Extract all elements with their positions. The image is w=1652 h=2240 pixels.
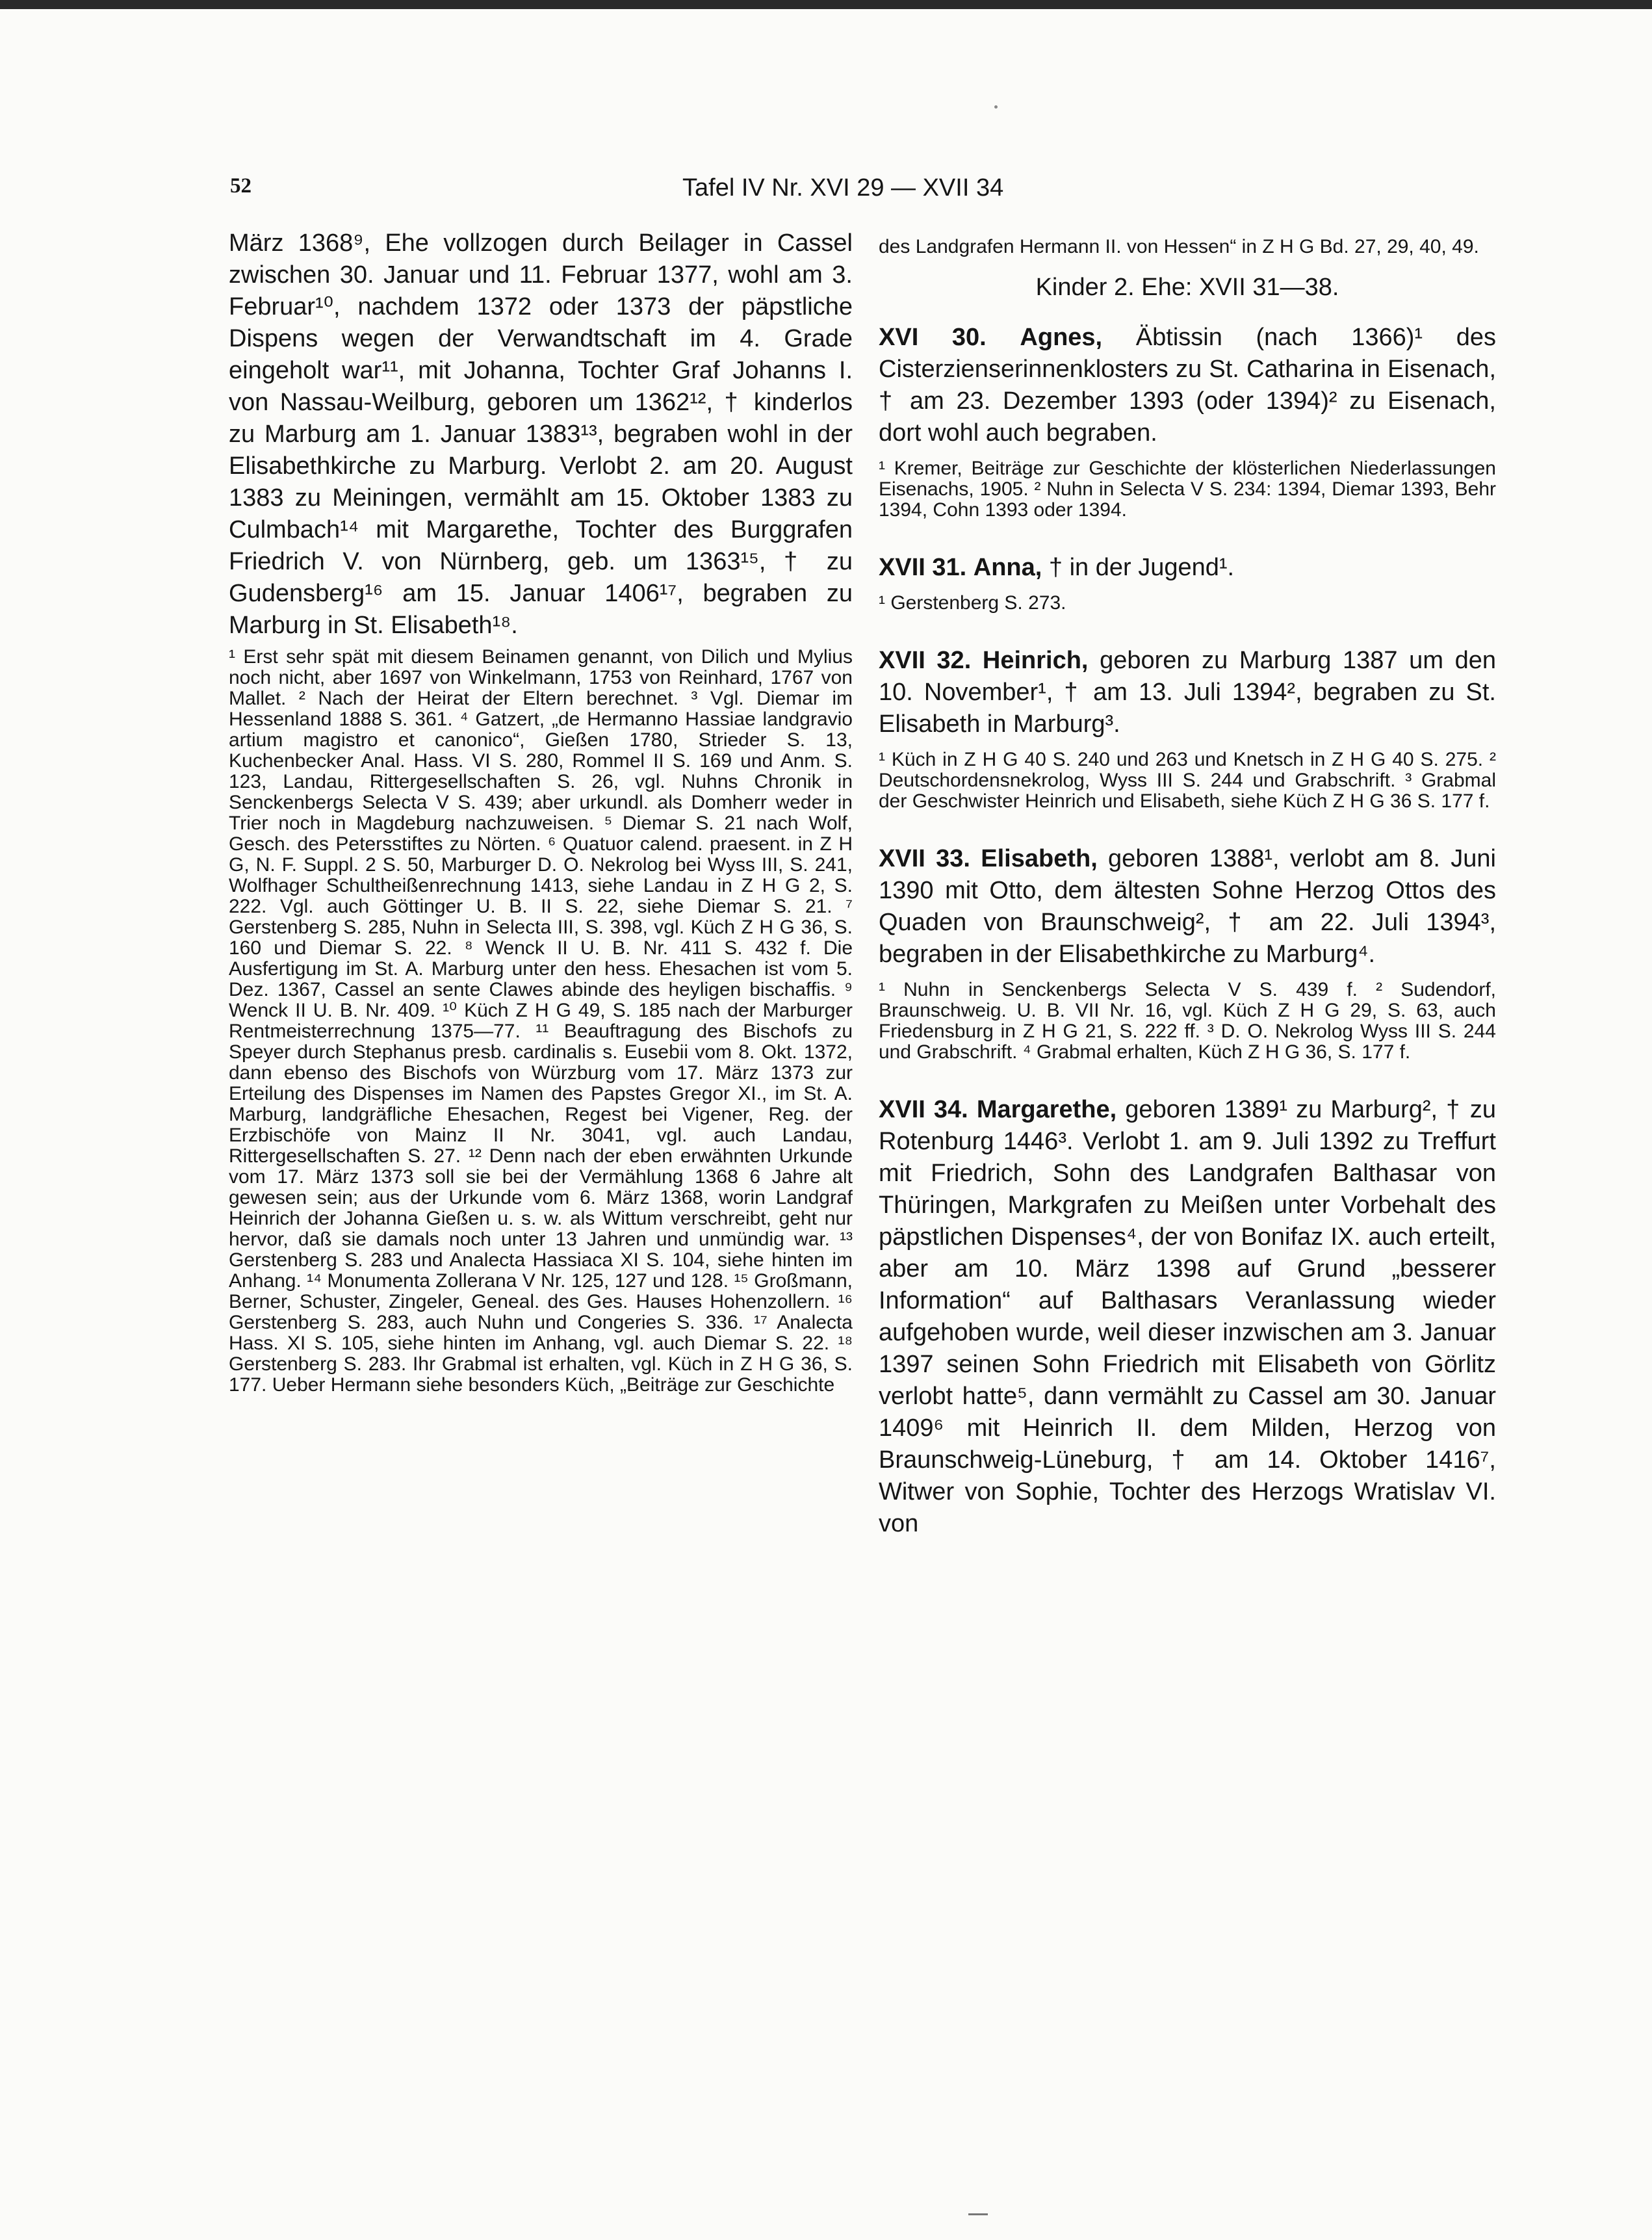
page-number: 52 [230, 174, 252, 198]
entry-text [879, 552, 1496, 584]
entry-name: Margarethe, [976, 1096, 1117, 1123]
entry-name: Anna, [973, 554, 1042, 581]
entry-footnotes: ¹ Küch in Z H G 40 S. 240 und 263 und Knetsch in Z H G 40 S. 275. ² Deutschordensnekrolog, Wyss III S. 244 und Grabschrift. ³ Grabmal der Geschwister Heinrich und Elisabeth, siehe Küch Z H G 36 S. 177 f. [879, 749, 1496, 812]
entry-body: geboren zu Marburg 1387 um den 10. November¹, † am 13. Juli 1394², begraben zu St. Elisabeth in Marburg³. [879, 647, 1496, 738]
entry-text [879, 843, 1496, 970]
scan-top-edge [0, 0, 1652, 9]
entry-margarethe [879, 1094, 1496, 1540]
kinder-heading: Kinder 2. Ehe: XVII 31—38. [1035, 274, 1339, 301]
entry-id: XVI 30. [879, 324, 987, 351]
left-main-text: März 1368⁹, Ehe vollzogen durch Beilager in Cassel zwischen 30. Januar und 11. Februar 1377, wohl am 3. Februar¹⁰, nachdem 1372 oder 1373 der päpstliche Dispens wegen der Verwandtschaft im 4. Grade eingeholt war¹¹, mit Johanna, Tochter Graf Johanns I. von Nassau-Weilburg, geboren um 1362¹², † kinderlos zu Marburg am 1. Januar 1383¹³, begraben wohl in der Elisabethkirche zu Marburg. Verlobt 2. am 20. August 1383 zu Meiningen, vermählt am 15. Oktober 1383 zu Culmbach¹⁴ mit Margarethe, Tochter des Burggrafen Friedrich V. von Nürnberg, geb. um 1363¹⁵, † zu Gudensberg¹⁶ am 15. Januar 1406¹⁷, begraben zu Marburg in St. Elisabeth¹⁸. [229, 229, 853, 639]
entry-id: XVII 32. [879, 647, 972, 674]
running-head: Tafel IV Nr. XVI 29 — XVII 34 [682, 174, 1004, 202]
continued-footnote: des Landgrafen Hermann II. von Hessen“ in Z H G Bd. 27, 29, 40, 49. [879, 236, 1479, 257]
scan-speck [994, 105, 998, 109]
left-footnotes: ¹ Erst sehr spät mit diesem Beinamen genannt, von Dilich und Mylius noch nicht, aber 1697 von Winkelmann, 1753 von Reinhard, 1767 von Mallet. ² Nach der Heirat der Eltern berechnet. ³ Vgl. Diemar im Hessenland 1888 S. 361. ⁴ Gatzert, „de Hermanno Hassiae landgravio artium magistro et canonico“, Gießen 1780, Strieder S. 13, Kuchenbecker Anal. Hass. VI S. 280, Rommel II S. 169 und Anm. S. 123, Landau, Rittergesellschaften S. 26, vgl. Nuhns Chronik in Senckenbergs Selecta V S. 439; aber urkundl. als Domherr weder in Trier noch in Magdeburg nachzuweisen. ⁵ Diemar S. 21 nach Wolf, Gesch. des Petersstiftes zu Nörten. ⁶ Quatuor calend. praesent. in Z H G, N. F. Suppl. 2 S. 50, Marburger D. O. Nekrolog bei Wyss III, S. 241, Wolfhager Schultheißenrechnung 1413, siehe Landau in Z H G 2, S. 222. Vgl. auch Göttinger U. B. II S. 22, siehe Diemar S. 21. ⁷ Gerstenberg S. 285, Nuhn in Selecta III, S. 398, vgl. Küch Z H G 36, S. 160 und Diemar S. 22. ⁸ Wenck II U. B. Nr. 411 S. 432 f. Die Ausfertigung im St. A. Marburg unter den hess. Ehesachen ist vom 5. Dez. 1367, Cassel an sente Clawes abinde des heyligen bischaffis. ⁹ Wenck II U. B. Nr. 409. ¹⁰ Küch Z H G 49, S. 185 nach der Marburger Rentmeisterrechnung 1375—77. ¹¹ Beauftragung des Bischofs zu Speyer durch Stephanus presb. cardinalis s. Eusebii vom 8. Okt. 1372, dann ebenso des Bischofs von Würzburg vom 17. März 1373 zur Erteilung des Dispenses im Namen des Papstes Gregor XI., im St. A. Marburg, landgräfliche Ehesachen, Regest bei Vigener, Reg. der Erzbischöfe von Mainz II Nr. 3041, vgl. auch Landau, Rittergesellschaften S. 27. ¹² Denn nach der eben erwähnten Urkunde vom 17. März 1373 soll sie bei der Vermählung 1368 6 Jahre alt gewesen sein; aus der Urkunde vom 6. März 1368, worin Landgraf Heinrich der Johanna Gießen u. s. w. als Wittum verschreibt, geht nur hervor, daß sie damals noch unter 13 Jahren und unmündig war. ¹³ Gerstenberg S. 283 und Analecta Hassiaca XI S. 104, siehe hinten im Anhang. ¹⁴ Monumenta Zollerana V Nr. 125, 127 und 128. ¹⁵ Großmann, Berner, Schuster, Zingeler, Geneal. des Ges. Hauses Hohenzollern. ¹⁶ Gerstenberg S. 283, auch Nuhn und Congeries S. 336. ¹⁷ Analecta Hass. XI S. 105, siehe hinten im Anhang, vgl. auch Diemar S. 22. ¹⁸ Gerstenberg S. 283. Ihr Grabmal ist erhalten, vgl. Küch in Z H G 36, S. 177. Ueber Hermann siehe besonders Küch, „Beiträge zur Geschichte [229, 646, 853, 1396]
entry-agnes [879, 322, 1496, 521]
entry-footnotes: ¹ Gerstenberg S. 273. [879, 592, 1066, 614]
entry-elisabeth [879, 843, 1496, 1063]
entry-text [879, 1094, 1496, 1540]
entry-anna [879, 552, 1496, 614]
entry-heinrich [879, 645, 1496, 812]
entry-text [879, 645, 1496, 740]
entry-body: geboren 1389¹ zu Marburg², † zu Rotenburg 1446³. Verlobt 1. am 9. Juli 1392 zu Treffurt mit Friedrich, Sohn des Landgrafen Balthasar von Thüringen, Markgrafen zu Meißen unter Vorbehalt des päpstlichen Dispenses⁴, der von Bonifaz IX. auch erteilt, aber am 10. März 1398 auf Grund „besserer Information“ auf Balthasars Veranlassung wieder aufgehoben wurde, weil dieser inzwischen am 3. Januar 1397 seinen Sohn Friedrich mit Elisabeth von Görlitz verlobt hatte⁵, dann vermählt zu Cassel am 30. Januar 1409⁶ mit Heinrich II. dem Milden, Herzog von Braunschweig-Lüneburg, † am 14. Oktober 1416⁷, Witwer von Sophie, Tochter des Herzogs Wratislav VI. von [879, 1096, 1496, 1537]
entry-footnotes: ¹ Kremer, Beiträge zur Geschichte der klösterlichen Niederlassungen Eisenachs, 1905. ² Nuhn in Selecta V S. 234: 1394, Diemar 1393, Behr 1394, Cohn 1393 oder 1394. [879, 458, 1496, 521]
entry-body: † in der Jugend¹. [1042, 554, 1235, 581]
entry-id: XVII 33. [879, 845, 970, 872]
entry-name: Heinrich, [982, 647, 1089, 674]
scan-mark [968, 2213, 988, 2215]
entry-id: XVII 34. [879, 1096, 968, 1123]
entry-footnotes: ¹ Nuhn in Senckenbergs Selecta V S. 439 f. ² Sudendorf, Braunschweig. U. B. VII Nr. 16, vgl. Küch Z H G 29, S. 63, auch Friedensburg in Z H G 21, S. 222 ff. ³ D. O. Nekrolog Wyss III S. 244 und Grabschrift. ⁴ Grabmal erhalten, Küch Z H G 36, S. 177 f. [879, 979, 1496, 1063]
entry-name: Elisabeth, [981, 845, 1098, 872]
left-column [229, 228, 853, 1396]
entry-id: XVII 31. [879, 554, 967, 581]
entry-body: Äbtissin (nach 1366)¹ des Cisterzienserinnenklosters zu St. Catharina in Eisenach, † am 23. Dezember 1393 (oder 1394)² zu Eisenach, dort wohl auch begraben. [879, 324, 1497, 447]
entry-text [879, 322, 1496, 449]
entry-body: geboren 1388¹, verlobt am 8. Juni 1390 mit Otto, dem ältesten Sohne Herzog Ottos des Quaden von Braunschweig², † am 22. Juli 1394³, begraben in der Elisabethkirche zu Marburg⁴. [879, 845, 1496, 968]
entry-name: Agnes, [1020, 324, 1103, 351]
right-column [879, 228, 1496, 1540]
